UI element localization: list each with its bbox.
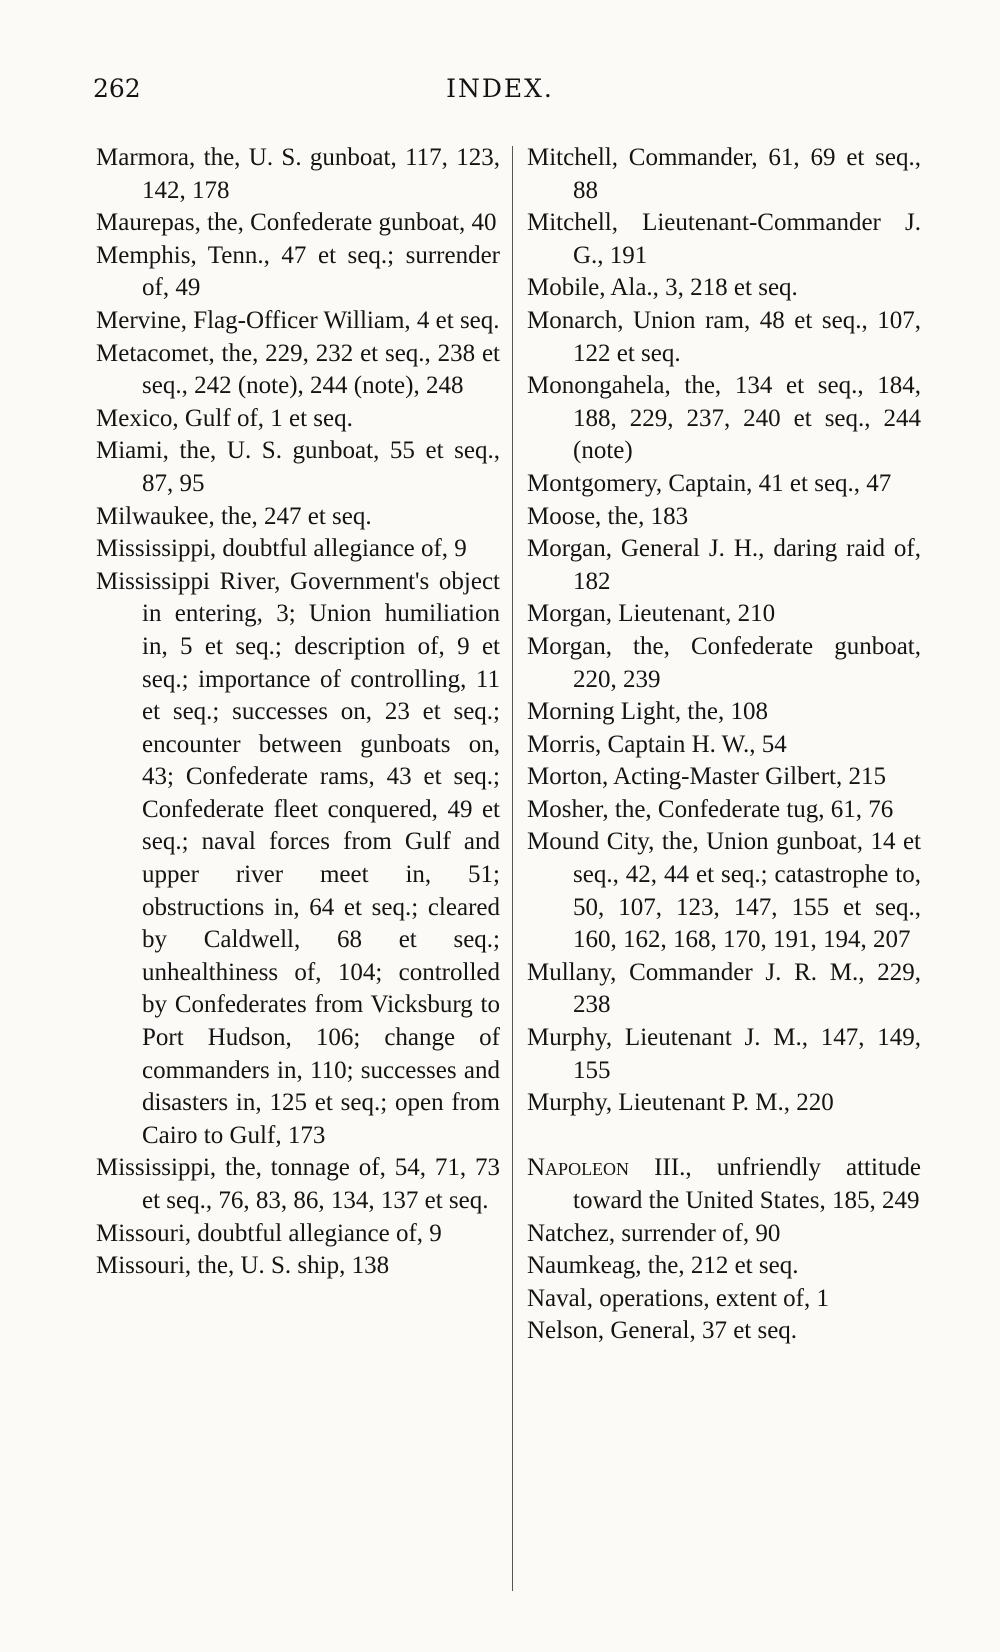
index-entry: Natchez, surrender of, 90	[527, 1219, 781, 1247]
index-entry: Mexico, Gulf of, 1 et seq.	[96, 404, 353, 432]
index-entry: Memphis, Tenn., 47 et seq.; surrender of, 49	[96, 241, 500, 302]
index-entry: Metacomet, the, 229, 232 et seq., 238 et seq., 242 (note), 244 (note), 248	[96, 339, 500, 400]
index-entry: Moose, the, 183	[527, 502, 689, 530]
right-column	[527, 142, 921, 1348]
index-entry: Miami, the, U. S. gunboat, 55 et seq., 87, 95	[96, 437, 500, 497]
index-entry: Murphy, Lieutenant J. M., 147, 149, 155	[527, 1024, 921, 1084]
index-entry: Morning Light, the, 108	[527, 698, 768, 726]
index-entry: Naval, operations, extent of, 1	[527, 1284, 829, 1312]
index-entry: Mosher, the, Confederate tug, 61, 76	[527, 795, 894, 823]
index-entry: Milwaukee, the, 247 et seq.	[96, 502, 372, 530]
index-entry: Marmora, the, U. S. gunboat, 117, 123, 142, 178	[96, 144, 500, 204]
index-entry: Mound City, the, Union gunboat, 14 et seq., 42, 44 et seq.; catastrophe to, 50, 107, 123, 147, 155 et seq., 160, 162, 168, 170, 191, 194, 207	[527, 828, 921, 954]
index-entry: Morgan, General J. H., daring raid of, 182	[527, 535, 921, 595]
index-entry: Maurepas, the, Confederate gunboat, 40	[96, 209, 497, 237]
entry-lead-small-caps: Napoleon	[527, 1154, 630, 1182]
page-header	[0, 74, 1000, 114]
page-number: 262	[93, 74, 141, 103]
index-entry: Mullany, Commander J. R. M., 229, 238	[527, 958, 921, 1019]
index-entry: Naumkeag, the, 212 et seq.	[527, 1252, 799, 1280]
index-entry: Monongahela, the, 134 et seq., 184, 188, 229, 237, 240 et seq., 244 (note)	[527, 372, 921, 465]
column-divider	[512, 146, 513, 1591]
index-entry: Monarch, Union ram, 48 et seq., 107, 122 et seq.	[527, 306, 921, 367]
index-entry: Nelson, General, 37 et seq.	[527, 1317, 798, 1345]
index-entry: Mervine, Flag-Officer William, 4 et seq.	[96, 306, 500, 334]
left-column	[96, 142, 500, 1283]
index-entry: Mississippi, the, tonnage of, 54, 71, 73 et seq., 76, 83, 86, 134, 137 et seq.	[96, 1154, 500, 1214]
index-entry	[527, 1152, 921, 1217]
index-entry: Morton, Acting-Master Gilbert, 215	[527, 763, 886, 791]
index-entry: Mississippi River, Government's object in entering, 3; Union humiliation in, 5 et seq.; description of, 9 et seq.; importance of controlling, 11 et seq.; successes on, 23 et seq.; encounter between gunboats on, 43; Confederate rams, 43 et seq.; Confederate fleet conquered, 49 et seq.; naval forces from Gulf and upper river meet in, 51; obstructions in, 64 et seq.; cleared by Caldwell, 68 et seq.; unhealthiness of, 104; controlled by Confederates from Vicksburg to Port Hudson, 106; change of commanders in, 110; successes and disasters in, 125 et seq.; open from Cairo to Gulf, 173	[96, 567, 500, 1149]
index-entry: Mississippi, doubtful allegiance of, 9	[96, 535, 467, 563]
index-entry: Missouri, the, U. S. ship, 138	[96, 1252, 390, 1280]
page-title: INDEX.	[446, 74, 554, 103]
section-gap	[527, 1120, 921, 1153]
index-entry: Morris, Captain H. W., 54	[527, 730, 787, 758]
index-entry: Mobile, Ala., 3, 218 et seq.	[527, 274, 798, 302]
index-entry: Morgan, the, Confederate gunboat, 220, 239	[527, 632, 921, 693]
entry-text: III., unfriendly attitude toward the United States, 185, 249	[573, 1154, 921, 1214]
index-entry: Montgomery, Captain, 41 et seq., 47	[527, 469, 892, 497]
index-entry: Murphy, Lieutenant P. M., 220	[527, 1089, 834, 1117]
index-entry: Mitchell, Commander, 61, 69 et seq., 88	[527, 144, 921, 204]
index-entry: Morgan, Lieutenant, 210	[527, 600, 776, 628]
index-entry: Mitchell, Lieutenant-Commander J. G., 191	[527, 209, 921, 269]
index-entry: Missouri, doubtful allegiance of, 9	[96, 1219, 442, 1247]
